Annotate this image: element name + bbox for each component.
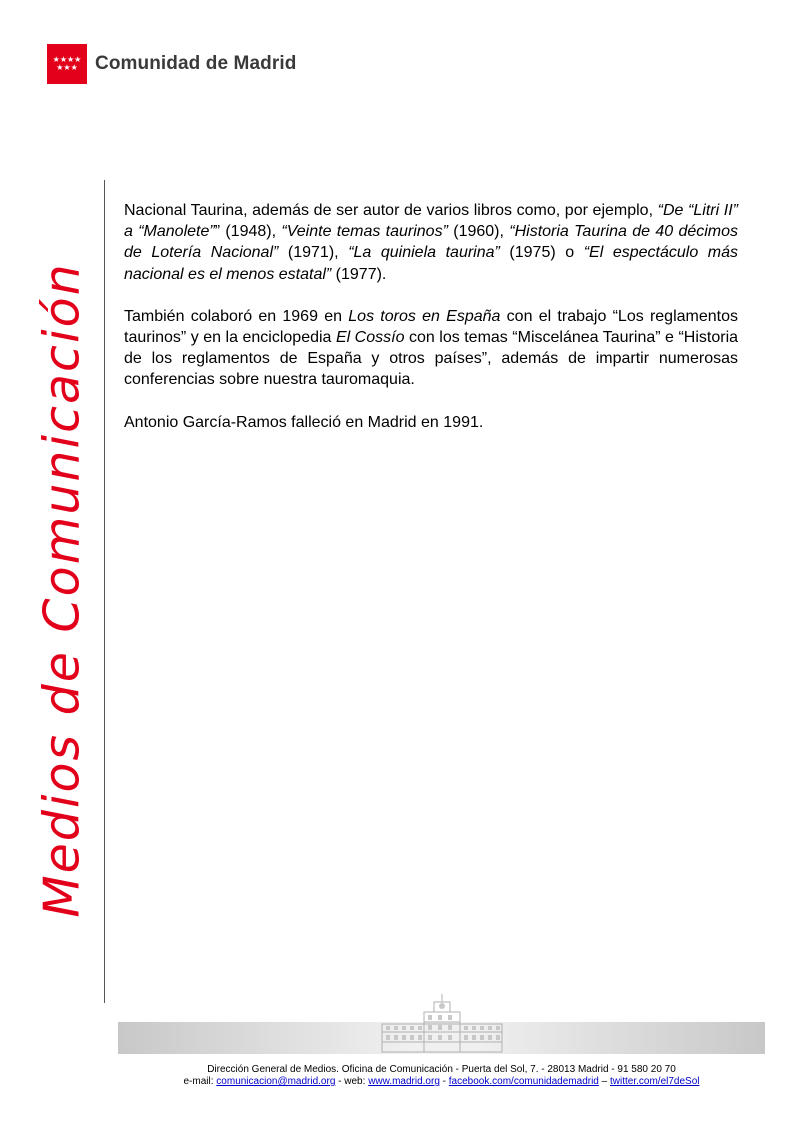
stars-row-2: ★★★ xyxy=(56,63,78,72)
footer-contact-line xyxy=(118,1076,765,1087)
madrid-flag-icon xyxy=(47,44,87,84)
p1-text-2: ” (1948), xyxy=(214,223,282,241)
p1-italic-3: “Historia Taurina de 40 décimos de Lotería Nacional” xyxy=(124,223,739,262)
real-casa-de-correos-icon xyxy=(380,994,504,1054)
vertical-divider xyxy=(104,180,105,1003)
p1-text-1: Nacional Taurina, además de ser autor de varios libros como, por ejemplo, xyxy=(124,202,658,219)
facebook-link[interactable]: facebook.com/comunidademadrid xyxy=(448,1076,599,1087)
paragraph-3: Antonio García-Ramos falleció en Madrid en 1991. xyxy=(124,413,484,431)
separator-1: - xyxy=(439,1076,449,1087)
separator-2: – xyxy=(598,1076,610,1087)
document-body xyxy=(124,200,738,454)
twitter-link[interactable]: twitter.com/el7deSol xyxy=(610,1076,700,1087)
p2-italic-1: Los toros en España xyxy=(348,307,501,325)
p1-italic-5: “El espectáculo más nacional es el menos estatal” xyxy=(124,244,739,283)
p2-text-1: También colaboró en 1969 en xyxy=(124,307,349,325)
web-link[interactable]: www.madrid.org xyxy=(368,1076,440,1087)
p1-text-6: (1977). xyxy=(331,265,387,283)
p1-italic-2: “Veinte temas taurinos” xyxy=(281,223,448,241)
side-title: Medios de Comunicación xyxy=(33,262,91,918)
p1-italic-4: “La quiniela taurina” xyxy=(348,244,500,262)
footer-address: Dirección General de Medios. Oficina de Comunicación - Puerta del Sol, 7. - 28013 Madrid - 91 580 20 70 xyxy=(207,1064,676,1075)
p2-text-2: con el trabajo “Los reglamentos taurinos” y en la enciclopedia xyxy=(124,307,739,347)
comunidad-de-madrid-logo xyxy=(47,44,296,84)
web-label: - web: xyxy=(335,1076,369,1087)
stars-row-1: ★★★★ xyxy=(52,55,82,64)
p2-italic-2: El Cossío xyxy=(335,329,405,347)
email-link[interactable]: comunicacion@madrid.org xyxy=(216,1076,336,1087)
paragraph-1 xyxy=(124,200,738,285)
side-title-container xyxy=(33,180,91,1000)
paragraph-2 xyxy=(124,306,738,391)
email-label: e-mail: xyxy=(183,1076,217,1087)
p1-italic-1: “De “Litri II” a “Manolete” xyxy=(124,202,739,241)
org-name: Comunidad de Madrid xyxy=(95,53,297,74)
p1-text-4: (1971), xyxy=(278,244,349,262)
p1-text-3: (1960), xyxy=(447,223,510,241)
p1-text-5: (1975) o xyxy=(499,244,584,262)
p2-text-3: con los temas “Miscelánea Taurina” e “Historia de los reglamentos de España y otros países”, además de impartir numerosas conferencias sobre nuestra tauromaquia. xyxy=(124,329,739,389)
